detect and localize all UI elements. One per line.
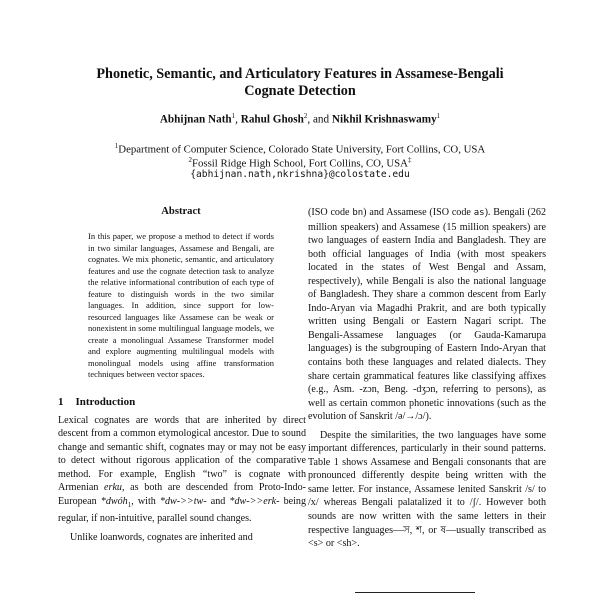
title-line-2: Cognate Detection: [244, 83, 356, 99]
text-run: ) and Assamese (ISO code: [363, 207, 474, 218]
text-run: ). Bengali (262 million speakers) and Assamese (15 million speakers) are two languages of eastern India and Bangladesh. They are both official languages of India (with most speakers located in the states of West Bengal and Assam, respectively), while Bengali is also the national language of Bangladesh. They share a common descent from Early Indo-Aryan via Magadhi Prakrit, and are both typically written using Bengali or Eastern Nagari script. The Bengali-Assamese languages (or Gauda-Kamarupa languages) is the subgrouping of Eastern Indo-Aryan that contains both these languages and related dialects. They share certain grammatical features like classifying affixes (e.g., Asm. -zɔn, Beng. -dʒɔn, referring to persons), as well as certain common phonetic innovations (such as the evolution of Sanskrit /ə/→/ɔ/).: [308, 207, 546, 423]
paper-title: [60, 66, 540, 100]
contact-email[interactable]: {abhijnan.nath,nkrishna}@colostate.edu: [190, 169, 410, 180]
text-run: Lexical cognates are words that are inherited by direct descent from a common etymological ancestor. Due to sound change and semantic shift, cognates may or may not be easy to detect without rigorous application of the comparative method. For example, English “two” is cognate with Armenian: [58, 414, 306, 494]
affiliation-mark: 2: [188, 156, 192, 164]
author-name: Abhijnan Nath: [159, 113, 232, 126]
affiliation-text: Fossil Ridge High School, Fort Collins, CO, USA: [192, 157, 408, 170]
text-run: , with: [131, 495, 160, 507]
text-run-italic: *dw->>tw-: [159, 495, 207, 507]
iso-code: bn: [352, 208, 364, 218]
affiliation-text: Department of Computer Science, Colorado State University, Fort Collins, CO, USA: [118, 143, 486, 156]
author-mark: 1: [436, 112, 441, 120]
intro-paragraph-2: Unlike loanwords, cognates are inherited and: [70, 531, 253, 543]
affiliation-suffix: ‡: [407, 156, 412, 164]
author-mark: 2: [303, 112, 308, 120]
text-run: and: [206, 495, 230, 507]
section-heading-introduction: [58, 396, 306, 408]
text-run: being regular, if non-intuitive, parallel sound changes.: [58, 495, 307, 525]
text-run-italic: erku: [104, 482, 122, 494]
right-column: [308, 206, 546, 551]
abstract-heading: Abstract: [161, 206, 201, 217]
text-run: , as both are descended from Proto-Indo-European: [58, 482, 307, 507]
author-name: Rahul Ghosh: [240, 113, 304, 126]
text-run-italic: *dwóh: [100, 495, 128, 507]
author-mark: 1: [231, 112, 236, 120]
author-separator: ,: [235, 113, 241, 126]
section-number: 1: [58, 395, 64, 408]
author-name: Nikhil Krishnaswamy: [331, 113, 437, 126]
author-separator: , and: [307, 113, 332, 126]
iso-code: as: [473, 208, 485, 218]
abstract-text: In this paper, we propose a method to detect if words in two similar languages, Assamese and Bengali, are cognates. We mix phonetic, semantic, and articulatory features and use the cognate detection task to analyze the relative informational contribution of each type of feature to distinguish words in the two similar languages. In addition, since support for low-resourced languages like Assamese can be weak or nonexistent in some multilingual language models, we create a monolingual Assamese Transformer model and explore augmenting multilingual models with monolingual models using affine transformation techniques between vector spaces.: [88, 231, 274, 379]
author-list: [60, 112, 540, 126]
right-paragraph-2: Despite the similarities, the two languages have some important differences, particularly in their sound patterns. Table 1 shows Assamese and Bengali consonants that are pronounced differently despite being written with the same letter. For instance, Assamese lenited Sanskrit /s/ to /x/ whereas Bengali palatalized it to /ʃ/. However both sounds are now written with the same letters in their respective languages—স, শ, or ষ—usually transcribed as <s> or <sh>.: [308, 429, 546, 550]
text-run: (ISO code: [308, 207, 353, 218]
left-column: [58, 206, 306, 544]
subscript: 1: [127, 500, 132, 509]
intro-paragraph-1: [58, 414, 306, 526]
section-title: Introduction: [75, 395, 136, 408]
text-run-italic: *dw->>erk-: [229, 495, 280, 507]
right-paragraph-1: [308, 206, 546, 424]
title-line-1: Phonetic, Semantic, and Articulatory Features in Assamese-Bengali: [96, 66, 504, 82]
affiliation-mark: 1: [114, 142, 119, 150]
